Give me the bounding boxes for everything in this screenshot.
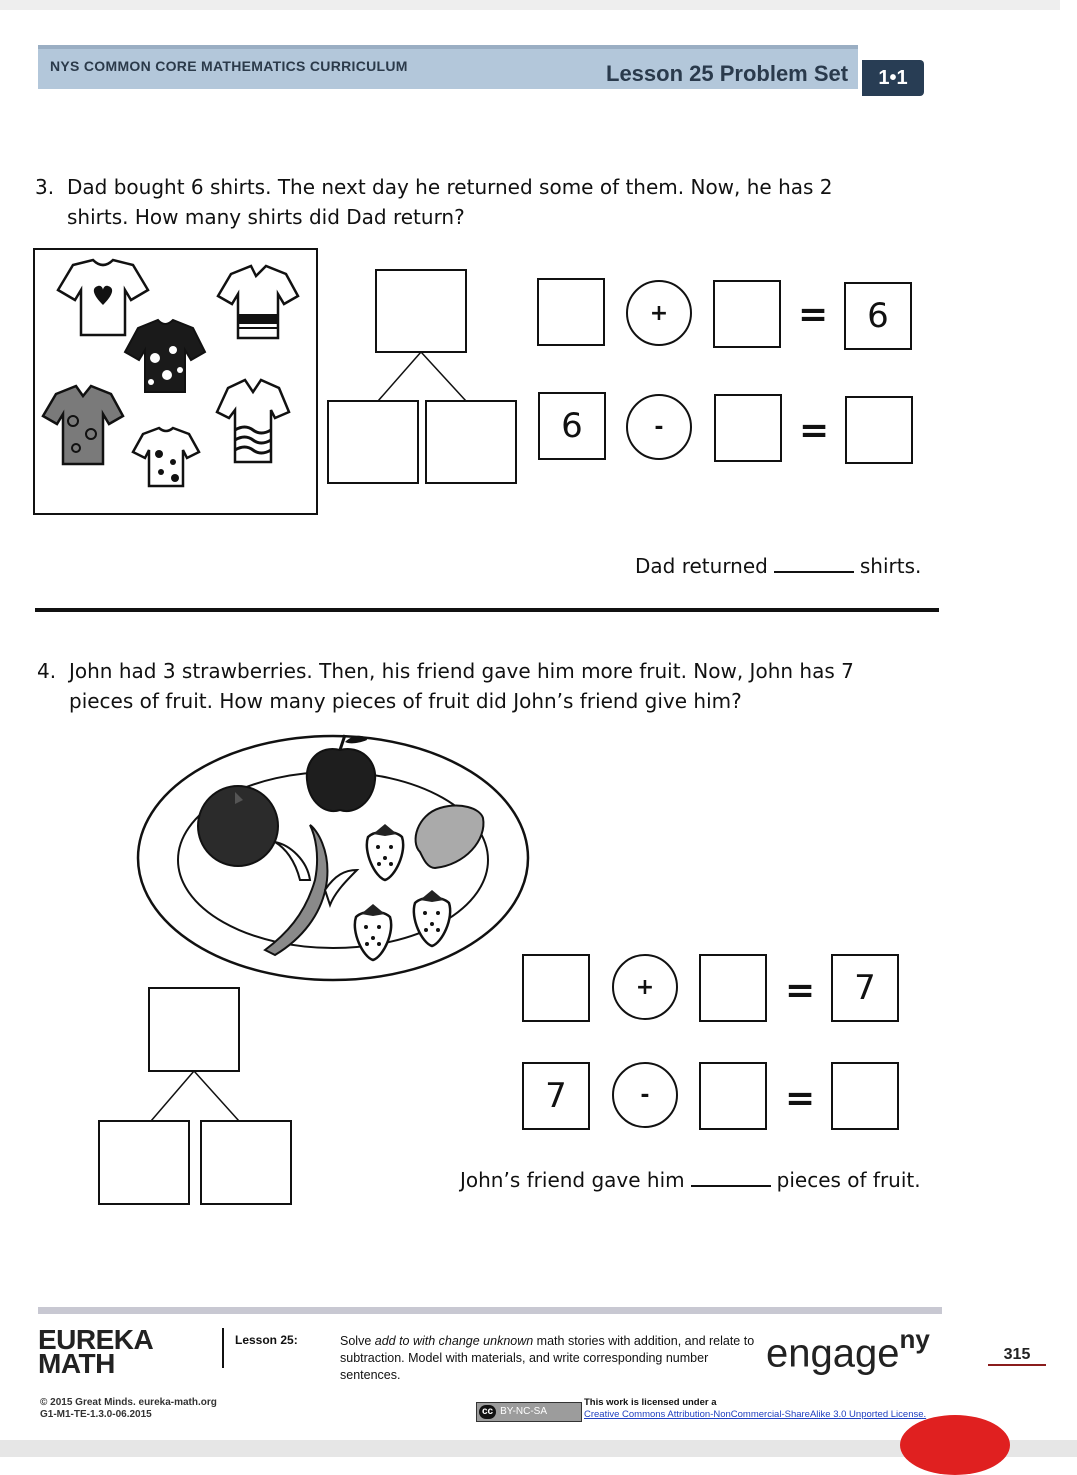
p4-eq2-operator: - xyxy=(612,1062,678,1128)
p4-eq1-operator: + xyxy=(612,954,678,1020)
p3-answer-prefix: Dad returned xyxy=(635,554,768,578)
p4-answer-sentence xyxy=(460,1168,921,1192)
p3-eq2-left-box[interactable]: 6 xyxy=(538,392,606,460)
footer-separator xyxy=(222,1328,224,1368)
bond-4-part-right[interactable] xyxy=(201,1121,291,1204)
p4-eq2-equals: = xyxy=(785,1078,816,1119)
bond-4-part-left[interactable] xyxy=(99,1121,189,1204)
p4-answer-blank[interactable] xyxy=(691,1185,771,1187)
p4-eq2-middle-box[interactable] xyxy=(699,1062,767,1130)
p4-answer-suffix: pieces of fruit. xyxy=(776,1168,921,1192)
section-divider xyxy=(35,608,939,612)
problem-4-number: 4. xyxy=(37,659,57,683)
p4-eq2-result-box[interactable] xyxy=(831,1062,899,1130)
p3-eq1-operator: + xyxy=(626,280,692,346)
problem-3-number: 3. xyxy=(35,175,55,199)
p3-eq2-operator: - xyxy=(626,394,692,460)
engageny-logo: engage$^{ny}$ xyxy=(766,1324,930,1376)
p3-eq1-equals: = xyxy=(798,294,829,335)
cc-icon: cc xyxy=(479,1405,496,1419)
p4-eq2-left-box[interactable]: 7 xyxy=(522,1062,590,1130)
footer-bar xyxy=(38,1307,942,1314)
license-text: This work is licensed under a Creative Commons Attribution-NonCommercial-ShareAlike 3.0 Unported License. xyxy=(584,1397,927,1420)
number-bond-4 xyxy=(97,986,295,1208)
footer-lesson-description: Solve add to with change unknown math stories with addition, and relate to subtraction. Model with materials, and write corresponding number sentences. xyxy=(340,1334,755,1382)
problem-4-text xyxy=(37,656,929,716)
problem-3-line-1: Dad bought 6 shirts. The next day he returned some of them. Now, he has 2 xyxy=(67,175,833,199)
p3-eq1-result-box[interactable]: 6 xyxy=(844,282,912,350)
red-sticker xyxy=(900,1415,1010,1475)
bond-3-part-left[interactable] xyxy=(328,401,418,483)
p4-eq1-equals: = xyxy=(785,970,816,1011)
page-number: 315 xyxy=(988,1346,1046,1366)
p3-eq2-equals: = xyxy=(799,410,830,451)
p4-eq1-middle-box[interactable] xyxy=(699,954,767,1022)
p3-answer-sentence xyxy=(635,554,921,578)
number-bond-3 xyxy=(326,268,520,486)
top-edge xyxy=(0,0,1060,10)
license-link[interactable]: Creative Commons Attribution-NonCommercial-ShareAlike 3.0 Unported License. xyxy=(584,1409,927,1420)
fruit-plate-illustration xyxy=(135,730,535,985)
copyright: © 2015 Great Minds. eureka-math.org G1-M1-TE-1.3.0-06.2015 xyxy=(40,1397,217,1420)
p3-eq1-left-box[interactable] xyxy=(537,278,605,346)
problem-3-line-2: shirts. How many shirts did Dad return? xyxy=(67,205,465,229)
lesson-title: Lesson 25 Problem Set xyxy=(606,61,849,86)
p3-eq2-result-box[interactable] xyxy=(845,396,913,464)
p3-eq2-middle-box[interactable] xyxy=(714,394,782,462)
grade-badge: 1•1 xyxy=(862,60,924,96)
cc-license-badge: cc BY-NC-SA xyxy=(476,1402,582,1422)
bond-4-whole[interactable] xyxy=(149,988,239,1071)
p4-eq1-left-box[interactable] xyxy=(522,954,590,1022)
footer-lesson-label: Lesson 25: xyxy=(235,1333,298,1347)
p3-answer-suffix: shirts. xyxy=(859,554,922,578)
bond-3-whole[interactable] xyxy=(376,270,466,352)
problem-4-line-2: pieces of fruit. How many pieces of fruit did John’s friend give him? xyxy=(69,689,742,713)
problem-4-line-1: John had 3 strawberries. Then, his friend gave him more fruit. Now, John has 7 xyxy=(69,659,854,683)
p3-eq1-middle-box[interactable] xyxy=(713,280,781,348)
p4-eq1-result-box[interactable]: 7 xyxy=(831,954,899,1022)
eureka-math-logo: EUREKA MATH xyxy=(38,1324,154,1379)
shirts-illustration xyxy=(33,248,319,516)
problem-3-text xyxy=(35,172,927,232)
bond-3-part-right[interactable] xyxy=(426,401,516,483)
p3-answer-blank[interactable] xyxy=(774,571,854,573)
orange-icon xyxy=(198,786,278,866)
p4-answer-prefix: John’s friend gave him xyxy=(460,1168,685,1192)
curriculum-title: NYS COMMON CORE MATHEMATICS CURRICULUM xyxy=(50,58,408,74)
